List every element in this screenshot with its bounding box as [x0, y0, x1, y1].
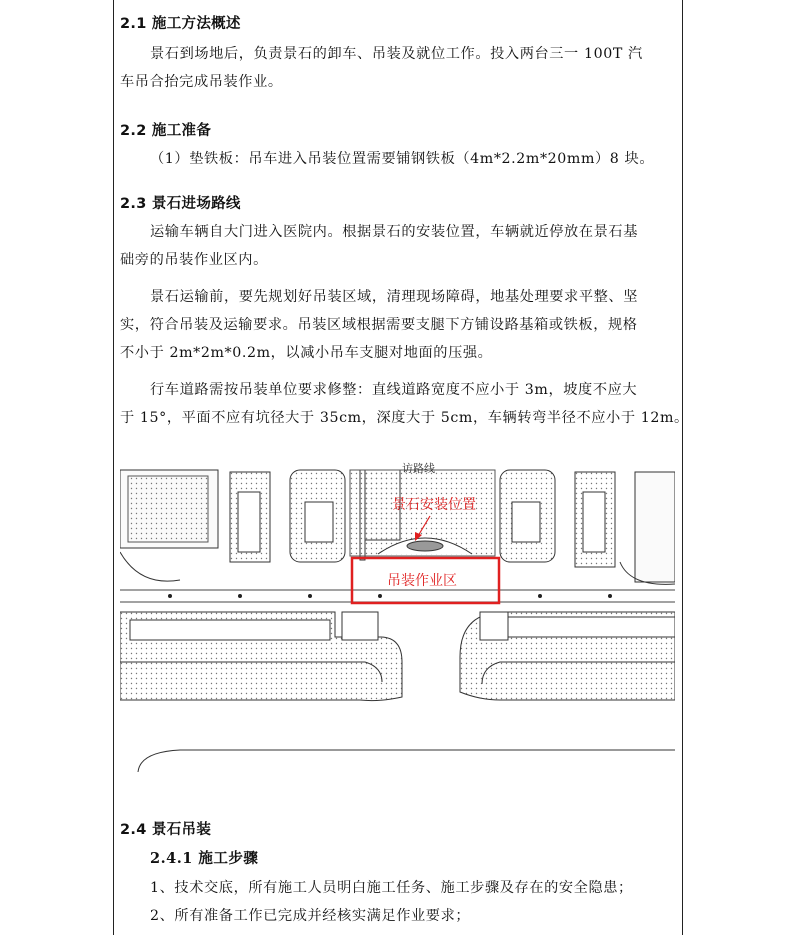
- subheading-2-4-1: 2.4.1 施工步骤: [150, 850, 259, 867]
- paragraph-2-3-b: [120, 283, 675, 367]
- heading-2-1: 2.1 施工方法概述: [120, 16, 241, 32]
- top-road-label: 访路线: [402, 462, 435, 475]
- paragraph-2-2: [120, 145, 675, 173]
- list-item: 2、所有准备工作已完成并经核实满足作业要求；: [150, 908, 471, 924]
- paragraph-2-1: [120, 40, 675, 96]
- paragraph-2-3-a: [120, 218, 675, 274]
- list-2-4-1: [120, 874, 675, 930]
- lifting-zone-label: 吊装作业区: [387, 573, 457, 589]
- heading-2-3: 2.3 景石进场路线: [120, 196, 241, 212]
- text-line: 车吊合抬完成吊装作业。: [120, 74, 283, 90]
- site-plan-figure: [120, 462, 675, 782]
- text-line: 景石运输前，要先规划好吊装区域，清理现场障碍，地基处理要求平整、坚: [150, 289, 638, 305]
- text-line: 不小于 2m*2m*0.2m，以减小吊车支腿对地面的压强。: [120, 345, 493, 361]
- paragraph-2-3-c: [120, 376, 689, 432]
- text-line: 景石到场地后，负责景石的卸车、吊装及就位工作。投入两台三一 100T 汽: [150, 46, 643, 62]
- text-line: 础旁的吊装作业区内。: [120, 252, 268, 268]
- text-line: （1）垫铁板：吊车进入吊装位置需要铺钢铁板（4m*2.2m*20mm）8 块。: [150, 151, 655, 167]
- text-line: 行车道路需按吊装单位要求修整：直线道路宽度不应小于 3m，坡度不应大: [150, 382, 638, 398]
- heading-2-4: 2.4 景石吊装: [120, 822, 212, 838]
- text-line: 于 15°，平面不应有坑径大于 35cm，深度大于 5cm，车辆转弯半径不应小于 12m。: [120, 410, 689, 426]
- heading-2-2: 2.2 施工准备: [120, 123, 212, 139]
- install-position-label: 景石安装位置: [392, 497, 476, 513]
- list-item: 1、技术交底，所有施工人员明白施工任务、施工步骤及存在的安全隐患；: [150, 880, 633, 896]
- text-line: 实，符合吊装及运输要求。吊装区域根据需要支腿下方铺设路基箱或铁板，规格: [120, 317, 638, 333]
- text-line: 运输车辆自大门进入医院内。根据景石的安装位置，车辆就近停放在景石基: [150, 224, 638, 240]
